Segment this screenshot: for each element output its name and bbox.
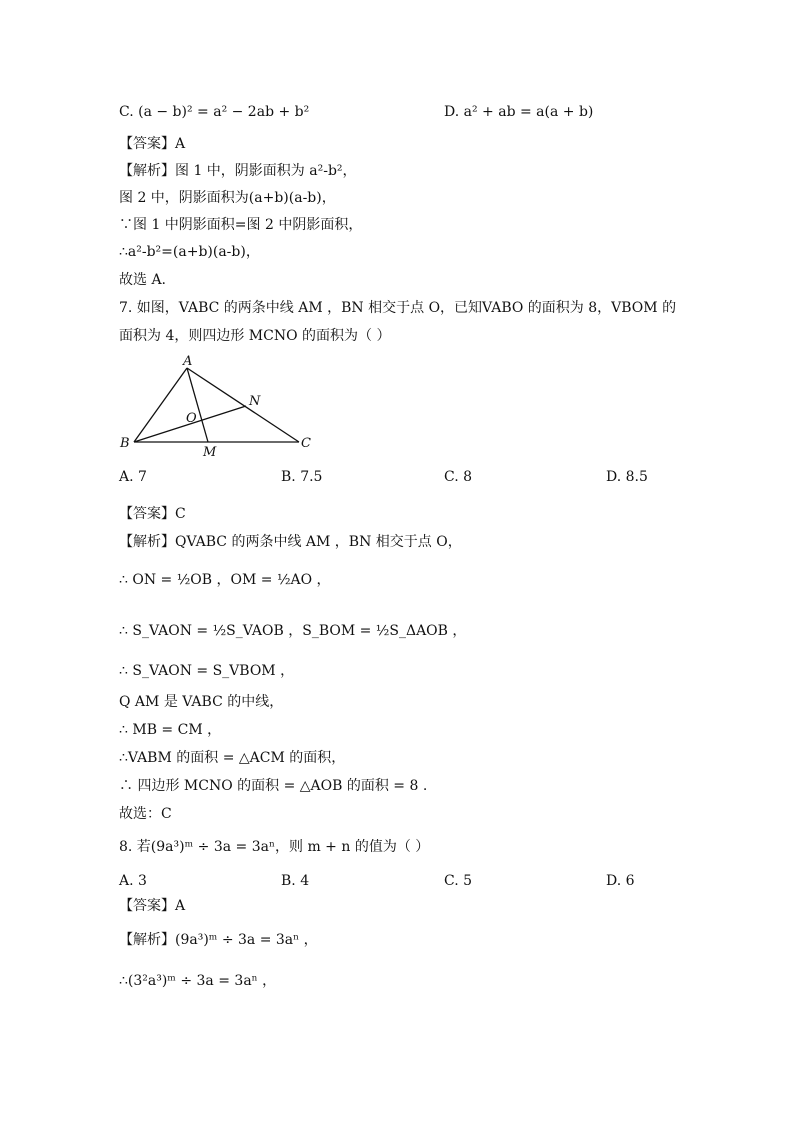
q6-analysis-4: ∴a²-b²=(a+b)(a-b)，	[119, 244, 260, 260]
label-n: N	[249, 394, 261, 409]
q6-option-c	[119, 103, 309, 121]
q7-option-b: B. 7.5	[281, 469, 323, 485]
label-a: A	[183, 354, 193, 369]
q8-option-d: D. 6	[606, 873, 635, 889]
q6-analysis-2: 图 2 中，阴影面积为(a+b)(a-b)，	[119, 190, 336, 206]
q7-conclusion: 故选：C	[119, 806, 172, 822]
q7-analysis-6: ∴ MB = CM ，	[119, 722, 222, 738]
q6-option-c-text: C. (a − b)² = a² − 2ab + b²	[119, 104, 310, 120]
q7-analysis-8: ∴ 四边形 MCNO 的面积 = △AOB 的面积 = 8 .	[119, 778, 428, 794]
triangle-figure	[114, 354, 324, 462]
side-ab	[134, 368, 187, 442]
q8-analysis-2: ∴(3²a³)ᵐ ÷ 3a = 3aⁿ ，	[119, 973, 277, 989]
q7-analysis-2: ∴ ON = ½OB ，OM = ½AO ，	[119, 572, 331, 588]
q6-analysis-3: ∵图 1 中阴影面积=图 2 中阴影面积，	[119, 217, 363, 233]
q6-analysis-1: 【解析】图 1 中，阴影面积为 a²-b²，	[119, 163, 357, 179]
q8-answer: 【答案】A	[119, 898, 186, 914]
q7-analysis-3: ∴ S_VAON = ½S_VAOB ，S_BOM = ½S_ΔAOB ，	[119, 623, 467, 639]
side-ac	[187, 368, 299, 442]
q8-stem: 8. 若(9a³)ᵐ ÷ 3a = 3aⁿ，则 m + n 的值为（ ）	[119, 839, 430, 855]
q7-analysis-5: Q AM 是 VABC 的中线，	[119, 694, 284, 710]
q8-option-a: A. 3	[119, 873, 147, 889]
q7-option-a: A. 7	[119, 469, 147, 485]
q7-analysis-1: 【解析】QVABC 的两条中线 AM ，BN 相交于点 O，	[119, 534, 462, 550]
q6-answer: 【答案】A	[119, 136, 186, 152]
q7-stem-line-2: 面积为 4，则四边形 MCNO 的面积为（ ）	[119, 328, 391, 344]
q6-option-d-text: D. a² + ab = a(a + b)	[444, 104, 594, 120]
label-o: O	[186, 411, 197, 426]
q8-option-b: B. 4	[281, 873, 310, 889]
q7-stem-line-1: 7. 如图，VABC 的两条中线 AM ，BN 相交于点 O，已知VABO 的面积为 8，VBOM 的	[119, 300, 677, 316]
q7-analysis-4: ∴ S_VAON = S_VBOM ，	[119, 663, 295, 679]
q7-analysis-7: ∴VABM 的面积 = △ACM 的面积，	[119, 750, 346, 766]
q6-conclusion: 故选 A.	[119, 272, 167, 288]
q8-option-c: C. 5	[444, 873, 473, 889]
label-m: M	[203, 445, 217, 460]
label-c: C	[301, 436, 311, 451]
q7-answer: 【答案】C	[119, 506, 186, 522]
label-b: B	[120, 436, 130, 451]
q7-option-c: C. 8	[444, 469, 473, 485]
q6-option-d	[444, 103, 593, 121]
q7-option-d: D. 8.5	[606, 469, 648, 485]
q8-analysis-1: 【解析】(9a³)ᵐ ÷ 3a = 3aⁿ ，	[119, 932, 318, 948]
